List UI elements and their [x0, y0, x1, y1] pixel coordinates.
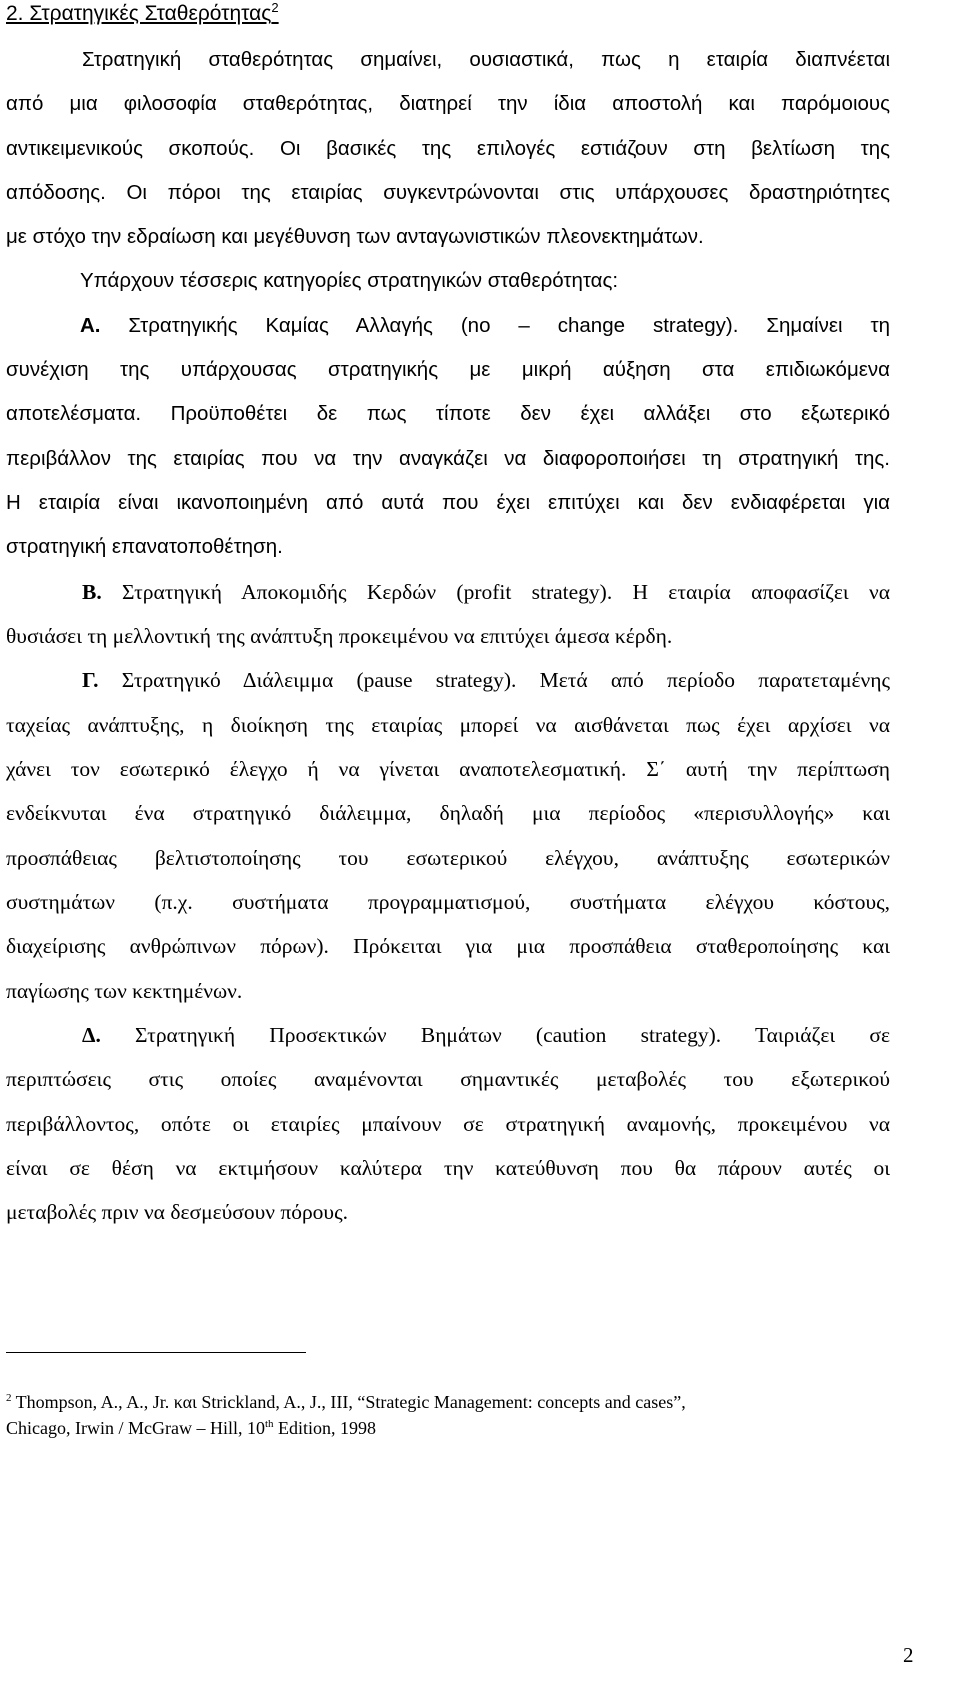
paragraph-line: θυσιάσει τη μελλοντική της ανάπτυξη προκειμένου να επιτύχει άμεσα κέρδη. — [6, 624, 673, 648]
footnote-ref: 2 — [271, 0, 279, 15]
category-marker: Δ. — [82, 1023, 101, 1047]
paragraph-line: αντικειμενικούς σκοπούς. Οι βασικές της επιλογές εστιάζουν στη βελτίωση της — [6, 137, 890, 160]
paragraph-line: μεταβολές πριν να δεσμεύσουν πόρους. — [6, 1200, 348, 1224]
paragraph-line: ταχείας ανάπτυξης, η διοίκηση της εταιρίας μπορεί να αισθάνεται πως έχει αρχίσει να — [6, 713, 890, 737]
category-a-heading: Α. Στρατηγικής Καμίας Αλλαγής (no – change strategy). Σημαίνει τη — [80, 314, 890, 337]
footnote-number: 2 — [6, 1392, 12, 1404]
page-number: 2 — [903, 1643, 914, 1667]
category-c-heading: Γ. Στρατηγικό Διάλειμμα (pause strategy). Μετά από περίοδο παρατεταμένης — [82, 668, 890, 692]
category-marker: Γ. — [82, 668, 99, 692]
paragraph-line: από μια φιλοσοφία σταθερότητας, διατηρεί την ίδια αποστολή και παρόμοιους — [6, 92, 890, 115]
paragraph-line: περιβάλλον της εταιρίας που να την αναγκάζει να διαφοροποιήσει τη στρατηγική της. — [6, 447, 890, 470]
category-marker: Α. — [80, 314, 101, 337]
paragraph-line: απόδοσης. Οι πόροι της εταιρίας συγκεντρώνονται στις υπάρχουσες δραστηριότητες — [6, 181, 890, 204]
paragraph-line: περιπτώσεις στις οποίες αναμένονται σημαντικές μεταβολές του εξωτερικού — [6, 1067, 890, 1091]
paragraph-line: Υπάρχουν τέσσερις κατηγορίες στρατηγικών σταθερότητας: — [80, 269, 619, 292]
section-heading — [6, 2, 279, 26]
paragraph-line: διαχείρισης ανθρώπινων πόρων). Πρόκειται για μια προσπάθεια σταθεροποίησης και — [6, 934, 890, 958]
paragraph-line: Στρατηγική σταθερότητας σημαίνει, ουσιαστικά, πως η εταιρία διαπνέεται — [82, 48, 890, 71]
paragraph-line: Η εταιρία είναι ικανοποιημένη από αυτά που έχει επιτύχει και δεν ενδιαφέρεται για — [6, 491, 890, 514]
paragraph-line: χάνει τον εσωτερικό έλεγχο ή να γίνεται αναποτελεσματική. Σ΄ αυτή την περίπτωση — [6, 757, 890, 781]
category-b-heading: Β. Στρατηγική Αποκομιδής Κερδών (profit strategy). Η εταιρία αποφασίζει να — [82, 580, 890, 604]
paragraph-line: συστημάτων (π.χ. συστήματα προγραμματισμού, συστήματα ελέγχου κόστους, — [6, 890, 890, 914]
paragraph-line: περιβάλλοντος, οπότε οι εταιρίες μπαίνουν σε στρατηγική αναμονής, προκειμένου να — [6, 1112, 890, 1136]
paragraph-line: προσπάθειας βελτιστοποίησης του εσωτερικού ελέγχου, ανάπτυξης εσωτερικών — [6, 846, 890, 870]
paragraph-line: με στόχο την εδραίωση και μεγέθυνση των ανταγωνιστικών πλεονεκτημάτων. — [6, 225, 704, 248]
paragraph-line: ενδείκνυται ένα στρατηγικό διάλειμμα, δηλαδή μια περίοδος «περισυλλογής» και — [6, 801, 890, 825]
section-heading-text: 2. Στρατηγικές Σταθερότητας — [6, 2, 272, 25]
paragraph-line: στρατηγική επανατοποθέτηση. — [6, 535, 283, 558]
paragraph-line: αποτελέσματα. Προϋποθέτει δε πως τίποτε δεν έχει αλλάξει στο εξωτερικό — [6, 402, 890, 425]
footnote-line-2: Chicago, Irwin / McGraw – Hill, 10th Edition, 1998 — [6, 1418, 377, 1438]
footnote-separator — [6, 1352, 306, 1353]
paragraph-line: είναι σε θέση να εκτιμήσουν καλύτερα την κατεύθυνση που θα πάρουν αυτές οι — [6, 1156, 890, 1180]
category-d-heading: Δ. Στρατηγική Προσεκτικών Βημάτων (caution strategy). Ταιριάζει σε — [82, 1023, 890, 1047]
category-marker: Β. — [82, 580, 102, 604]
paragraph-line: παγίωσης των κεκτημένων. — [6, 979, 243, 1003]
footnote-line-1: $^2$ Thompson, A., A., Jr. και Strickland, A., J., III, “Strategic Management: concepts and cases”, — [6, 1392, 686, 1412]
paragraph-line: συνέχιση της υπάρχουσας στρατηγικής με μικρή αύξηση στα επιδιωκόμενα — [6, 358, 890, 381]
